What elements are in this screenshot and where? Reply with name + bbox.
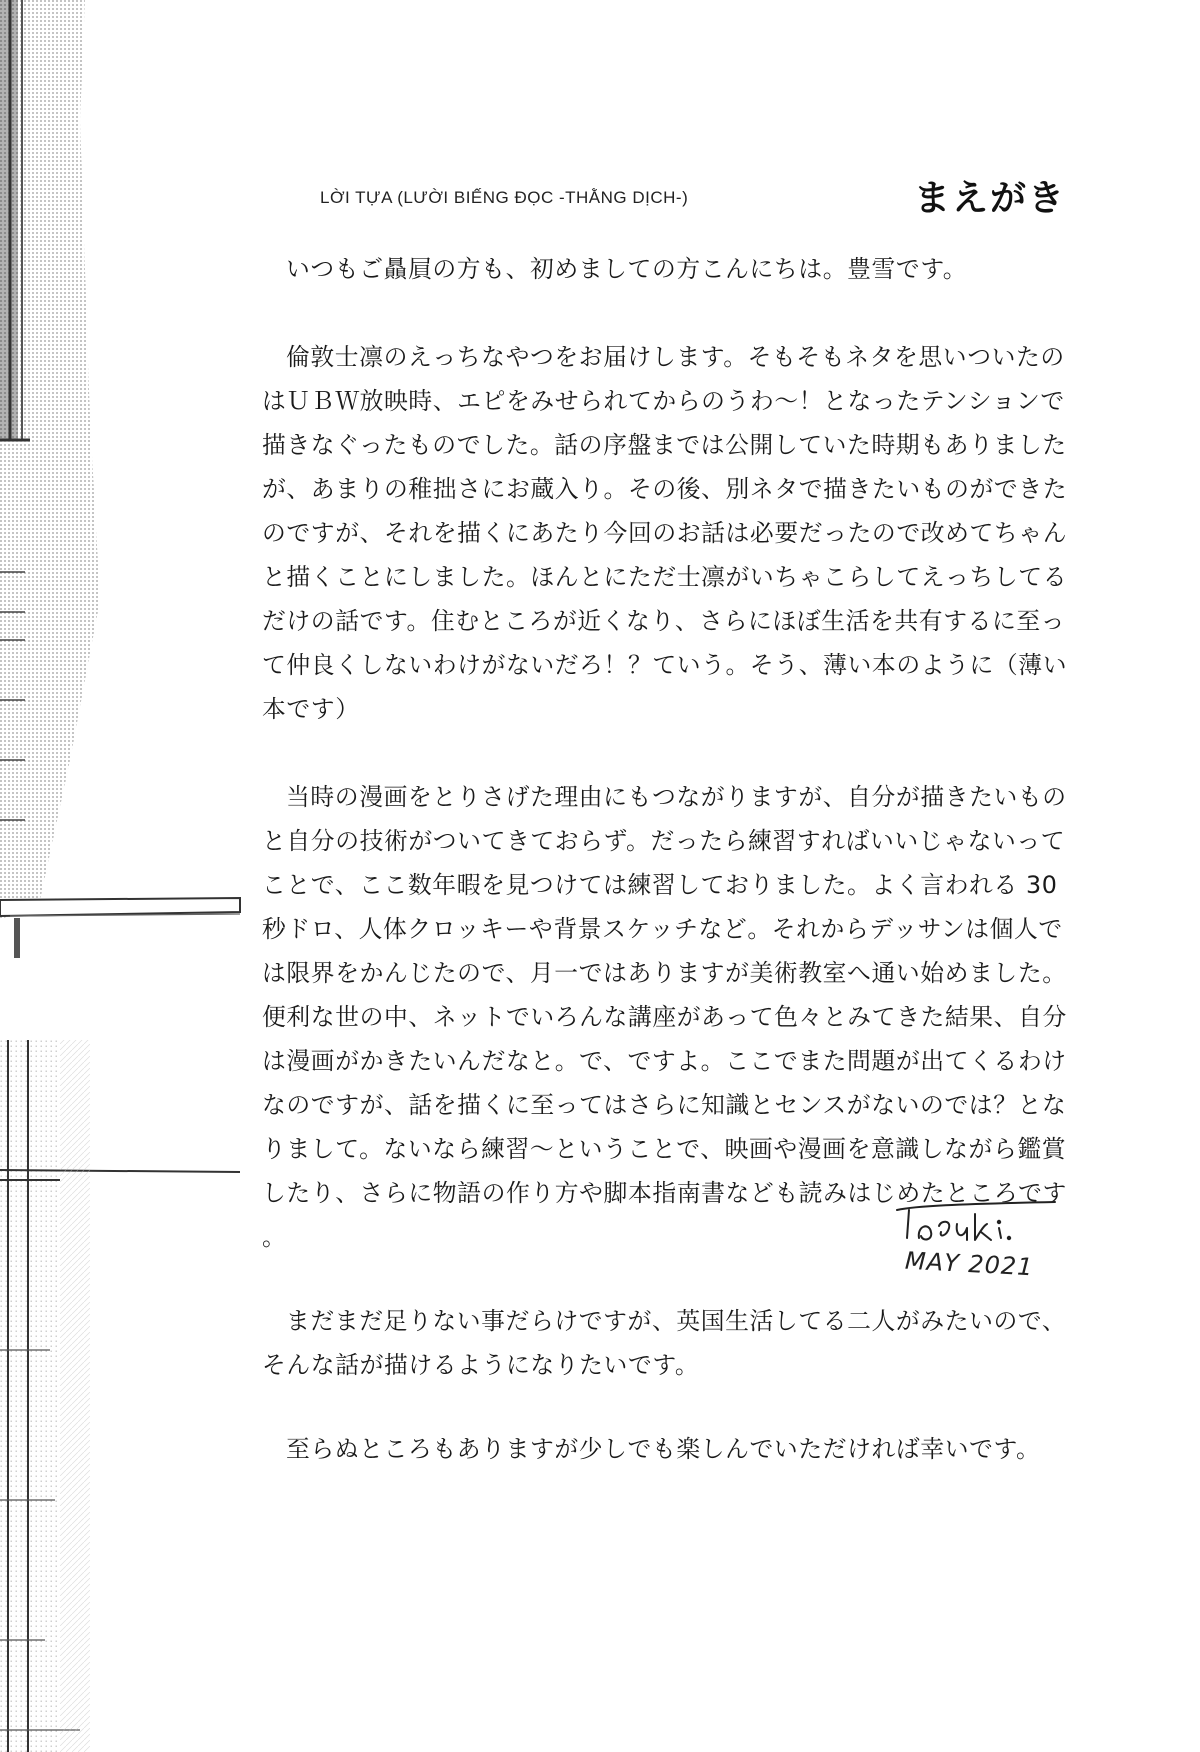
signature xyxy=(895,1198,1065,1308)
page-title: まえがき xyxy=(913,178,1066,219)
paragraph-greeting: いつもご贔屓の方も、初めましての方こんにちは。豊雪です。 xyxy=(286,255,968,283)
paragraph-practice: 当時の漫画をとりさげた理由にもつながりますが、自分が描きたいものと自分の技術がついてきておらず。だったら練習すればいいじゃないってことで、ここ数年暇を見つけては練習しておりました。よく言われる 30 秒ドロ、人体クロッキーや背景スケッチなど。それからデッサンは個人では限界をかんじたので、月一ではありますが美術教室へ通い始めました。便利な世の中、ネットでいろんな講座があって色々とみてきた結果、自分は漫画がかきたいんだなと。で、ですよ。ここでまた問題が出てくるわけなのですが、話を描くに至ってはさらに知識とセンスがないのでは？となりまして。ないなら練習～ということで、映画や漫画を意識しながら鑑賞したり、さらに物語の作り方や脚本指南書なども読みはじめたところです。 xyxy=(262,783,1067,1251)
paragraph-goals: まだまだ足りない事だらけですが、英国生活してる二人がみたいので、そんな話が描けるようになりたいです。 xyxy=(262,1307,1067,1379)
header xyxy=(320,170,1070,230)
signature-date: MAY 2021 xyxy=(904,1246,1035,1282)
translator-note: LỜI TỰA (LƯỜI BIẾNG ĐỌC -THẰNG DỊCH-) xyxy=(320,188,689,207)
paragraph-closing: 至らぬところもありますが少しでも楽しんでいただければ幸いです。 xyxy=(286,1435,1041,1463)
manga-panel-art xyxy=(0,0,250,1752)
paragraph-story-origin: 倫敦士凛のえっちなやつをお届けします。そもそもネタを思いついたのはＵＢＷ放映時、エピをみせられてからのうわ～！となったテンションで描きなぐったものでした。話の序盤までは公開していた時期もありましたが、あまりの稚拙さにお蔵入り。その後、別ネタで描きたいものができたのですが、それを描くにあたり今回のお話は必要だったので改めてちゃんと描くことにしました。ほんとにただ士凛がいちゃこらしてえっちしてるだけの話です。住むところが近くなり、さらにほぼ生活を共有するに至って仲良くしないわけがないだろ！？ていう。そう、薄い本のように（薄い本です） xyxy=(262,343,1068,723)
